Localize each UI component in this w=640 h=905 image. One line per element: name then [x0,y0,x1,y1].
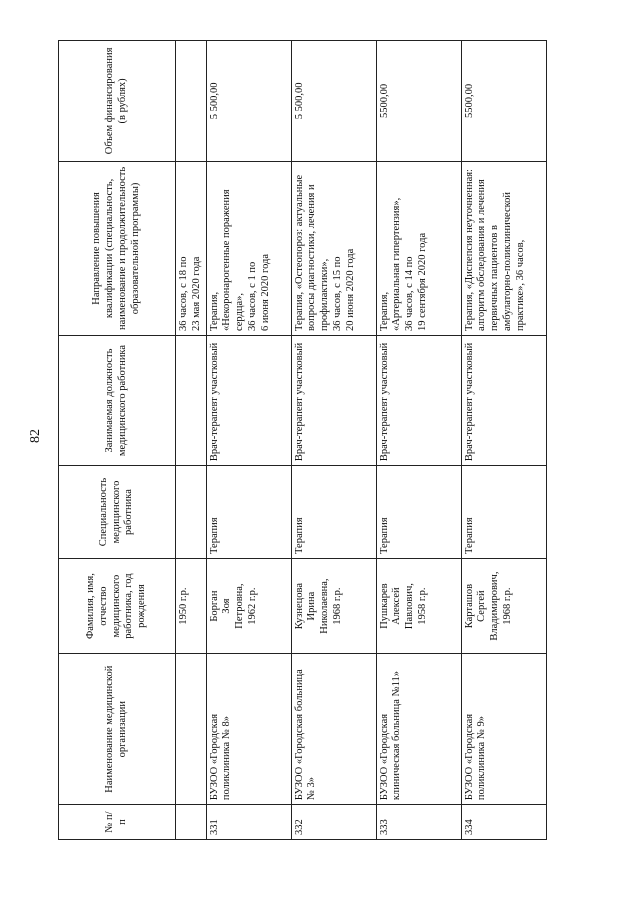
cont-funding [176,41,207,162]
cell-position: Врач-терапевт участковый [461,336,546,466]
name-line: 1968 г.р. [501,587,513,625]
page-number: 82 [28,429,43,443]
cell-num: 332 [291,805,376,840]
name-line: Зоя [221,598,233,614]
cell-funding: 5 500,00 [206,41,291,162]
header-spec: Специальность медицинского работника [59,466,176,559]
name-line: Кузнецова [293,582,305,630]
cont-position [176,336,207,466]
program-line: 36 часов, с 1 по [246,261,258,332]
cont-spec [176,466,207,559]
cell-funding: 5 500,00 [291,41,376,162]
name-line: Борган [208,590,220,622]
training-table [58,40,547,840]
cell-name [461,558,546,653]
name-line: 1962 г.р. [246,587,258,625]
cell-name [206,558,291,653]
cell-spec: Терапия [206,466,291,559]
name-line: Пушкарев [378,583,390,629]
header-name: Фамилия, имя, отчество медицинского работника, год рождения [59,558,176,653]
cont-program [176,161,207,335]
name-line: Петровна, [234,583,246,629]
program-line: 6 июня 2020 года [259,253,271,332]
name-line: 1958 г.р. [416,587,428,625]
cell-name [376,558,461,653]
cell-program [206,161,291,335]
cell-org: БУЗОО «Городская клиническая больница №11» [376,654,461,805]
program-line: Терапия, [378,291,390,332]
program-line: Терапия, «Остеопороз: актуальные вопросы диагностики, лечения и профилактики», [293,174,331,332]
program-line: 36 часов, с 14 по [404,256,416,332]
cont-program-line: 23 мая 2020 года [190,256,202,332]
header-funding: Объем финансирования (в рублях) [59,41,176,162]
name-line: Павлович, [404,583,416,630]
name-line: Владимирович, [489,571,501,641]
program-line: Терапия, «Диспепсия неуточненная: алгоритм обследования и лечения первичных пациентов в амбулаторно-поликлинической практике», 36 часов, [463,169,526,332]
cell-position: Врач-терапевт участковый [376,336,461,466]
cont-program-line: 36 часов, с 18 по [178,256,189,332]
program-line: 19 сентября 2020 года [416,232,428,332]
name-line: Сергей [476,590,488,622]
header-num: № п/п [59,805,176,840]
program-line: 36 часов, с 15 по [331,256,343,332]
continuation-row [176,41,207,840]
cell-funding: 5500,00 [461,41,546,162]
cell-program [461,161,546,335]
cell-program [291,161,376,335]
cell-num: 333 [376,805,461,840]
rotated-page [58,40,608,840]
cell-org: БУЗОО «Городская больница № 3» [291,654,376,805]
cell-org: БУЗОО «Городская поликлиника № 8» [206,654,291,805]
program-line: Терапия, [208,291,220,332]
cell-funding: 5500,00 [376,41,461,162]
cell-spec: Терапия [291,466,376,559]
table-row [461,41,546,840]
name-line: Николаевна, [319,578,331,634]
program-line: «Некоронарогенные поражения сердца», [221,189,246,332]
header-program: Направление повышения квалификации (специальность, наименование и продолжительность образовательной программы) [59,161,176,335]
cont-num [176,805,207,840]
cont-org [176,654,207,805]
header-position: Занимаемая должность медицинского работника [59,336,176,466]
table-row [291,41,376,840]
header-org: Наименование медицинской организации [59,654,176,805]
name-line: Ирина [306,591,318,621]
cell-position: Врач-терапевт участковый [291,336,376,466]
program-line: 20 июня 2020 года [344,248,356,332]
name-line: Алексей [391,587,403,625]
table-row [376,41,461,840]
cell-position: Врач-терапевт участковый [206,336,291,466]
cell-org: БУЗОО «Городская поликлиника № 9» [461,654,546,805]
cell-num: 334 [461,805,546,840]
name-line: 1968 г.р. [331,587,343,625]
header-row [59,41,176,840]
cell-spec: Терапия [376,466,461,559]
cont-name: 1950 г.р. [176,558,207,653]
cell-spec: Терапия [461,466,546,559]
cell-name [291,558,376,653]
cell-program [376,161,461,335]
program-line: «Артериальная гипертензия», [391,197,403,332]
table-row [206,41,291,840]
name-line: Карташов [463,583,475,629]
cell-num: 331 [206,805,291,840]
